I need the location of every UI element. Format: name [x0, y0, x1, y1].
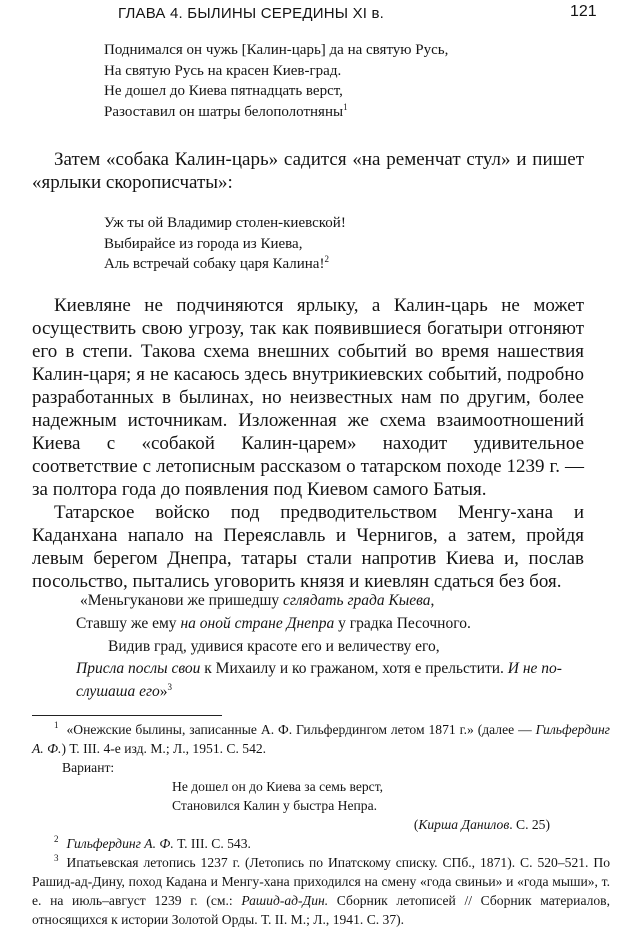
variant-line: Не дошел он до Киева за семь верст,	[172, 779, 384, 794]
paragraph-text: Киевляне не подчиняются ярлыку, а Калин-царь не может осуществить свою угрозу, так как появившиеся богатыри отгоняют его в степи. Такова схема внешних событий во время нашествия Калин-царя; я не касаюсь здесь внутрикиевских событий, подробно разработанных в былинах, но неизвестных нам по другим, более надежным источникам. Изложенная же схема взаимоотношений Киева с «собакой Калин-царем» находит удивительное соответствие с летописным рассказом о татарском походе 1239 г. — за полтора года до появления под Киевом самого Батыя.	[32, 295, 584, 500]
quote-italic: на оной стране Днепра	[180, 614, 335, 632]
variant-label: Вариант:	[62, 760, 115, 775]
footnote-ref: 2	[324, 254, 329, 265]
paragraph-text: Затем «собака Калин-царь» садится «на ременчат стул» и пишет «ярлыки скорописчаты»:	[32, 149, 584, 193]
footnote-ref: 3	[167, 682, 173, 693]
verse-line	[104, 254, 346, 275]
source-text: (	[413, 817, 419, 832]
footnote-ref: 1	[343, 102, 348, 113]
quote-text: »	[159, 683, 168, 701]
footnote-italic: Гильфердинг А. Ф.	[66, 836, 174, 851]
source-text: . С. 25)	[509, 817, 550, 832]
verse-line: Не дошел до Киева пятнадцать верст,	[104, 83, 343, 100]
verse-block-1	[104, 40, 448, 123]
quote-line	[60, 681, 610, 704]
quote-italic: Прислa послы свои	[76, 660, 201, 678]
footnote-3	[32, 853, 610, 929]
quote-line: Видив град, удивися красоте его и величеству его,	[108, 637, 440, 655]
running-head: ГЛАВА 4. БЫЛИНЫ СЕРЕДИНЫ XI в.	[118, 5, 385, 22]
paragraph-2	[32, 294, 584, 593]
source-italic: Кирша Данилов	[418, 817, 510, 832]
footnote-text: «Онежские былины, записанные А. Ф. Гильфердингом летом 1871 г.» (далее —	[66, 722, 536, 737]
variant-source	[32, 815, 610, 834]
variant-line: Становился Калин у быстра Непра.	[172, 798, 378, 813]
verse-line: Поднимался он чужь [Калин-царь] да на святую Русь,	[104, 42, 449, 58]
footnote-number: 1	[54, 720, 59, 731]
chronicle-quote	[60, 590, 610, 704]
paragraph-1	[32, 148, 584, 194]
verse-line: На святую Русь на красен Киев-град.	[104, 62, 342, 79]
quote-text: к Михаилу и ко гражаном, хотя е прельстити.	[200, 660, 508, 678]
footnote-text: Т. III. С. 543.	[173, 836, 251, 851]
footnote-number: 3	[54, 853, 59, 864]
quote-line	[60, 613, 610, 636]
quote-line	[60, 658, 610, 681]
verse-line: Уж ты ой Владимир столен-киевской!	[104, 215, 346, 231]
footnote-text: ) Т. III. 4-е изд. М.; Л., 1951. С. 542.	[61, 741, 267, 756]
footnote-number: 2	[54, 834, 59, 845]
page-number: 121	[570, 3, 597, 20]
paragraph-text: Татарское войско под предводительством Менгу-хана и Каданхана напало на Переяславль и Чернигов, а затем, пройдя левым берегом Днепра, татары стали напротив Киева и, послав посольство, пытались уговорить князя и киевлян сдаться без боя.	[32, 502, 584, 592]
quote-text: Ставшу же ему	[76, 614, 181, 632]
quote-text: «Меньгуканови же пришедшу	[80, 592, 284, 609]
footnote-italic: Рашид-ад-Дин.	[241, 893, 329, 908]
quote-line	[60, 590, 610, 613]
verse-block-2	[104, 213, 346, 275]
verse-line-text: Разоставил он шатры белополотняны	[104, 104, 344, 121]
page-header	[0, 0, 642, 30]
footnote-italic: Гильфердинг А. Ф.	[32, 722, 610, 756]
quote-italic: сглядать града Кыева	[283, 592, 431, 609]
footnote-divider	[32, 715, 222, 716]
quote-italic: слушаша его	[76, 683, 160, 701]
footnote-1	[32, 720, 610, 758]
quote-italic: И не по-	[507, 660, 562, 678]
footnotes	[32, 720, 610, 929]
verse-line: Выбирайсе из города из Киева,	[104, 235, 303, 252]
quote-text: ,	[430, 592, 435, 609]
verse-line-text: Аль встречай собаку царя Калина!	[104, 256, 325, 273]
quote-text: у градка Песочного.	[334, 614, 471, 632]
footnote-2	[32, 834, 610, 853]
verse-line	[104, 102, 448, 123]
variant-verse	[32, 777, 610, 815]
footnote-text: Ипатьевская летопись 1237 г. (Летопись по Ипатскому списку. СПб., 1871). С. 520–521. По Рашид-ад-Дину, поход Кадана и Менгу-хана приходился на смену «года свиньи» и «года мыши», т. е. на июль–август 1239 г. (см.:	[32, 855, 610, 908]
footnote-text: Сборник летописей // Сборник материалов, относящихся к истории Золотой Орды. Т. II. М.; Л., 1941. С. 37).	[32, 893, 610, 927]
